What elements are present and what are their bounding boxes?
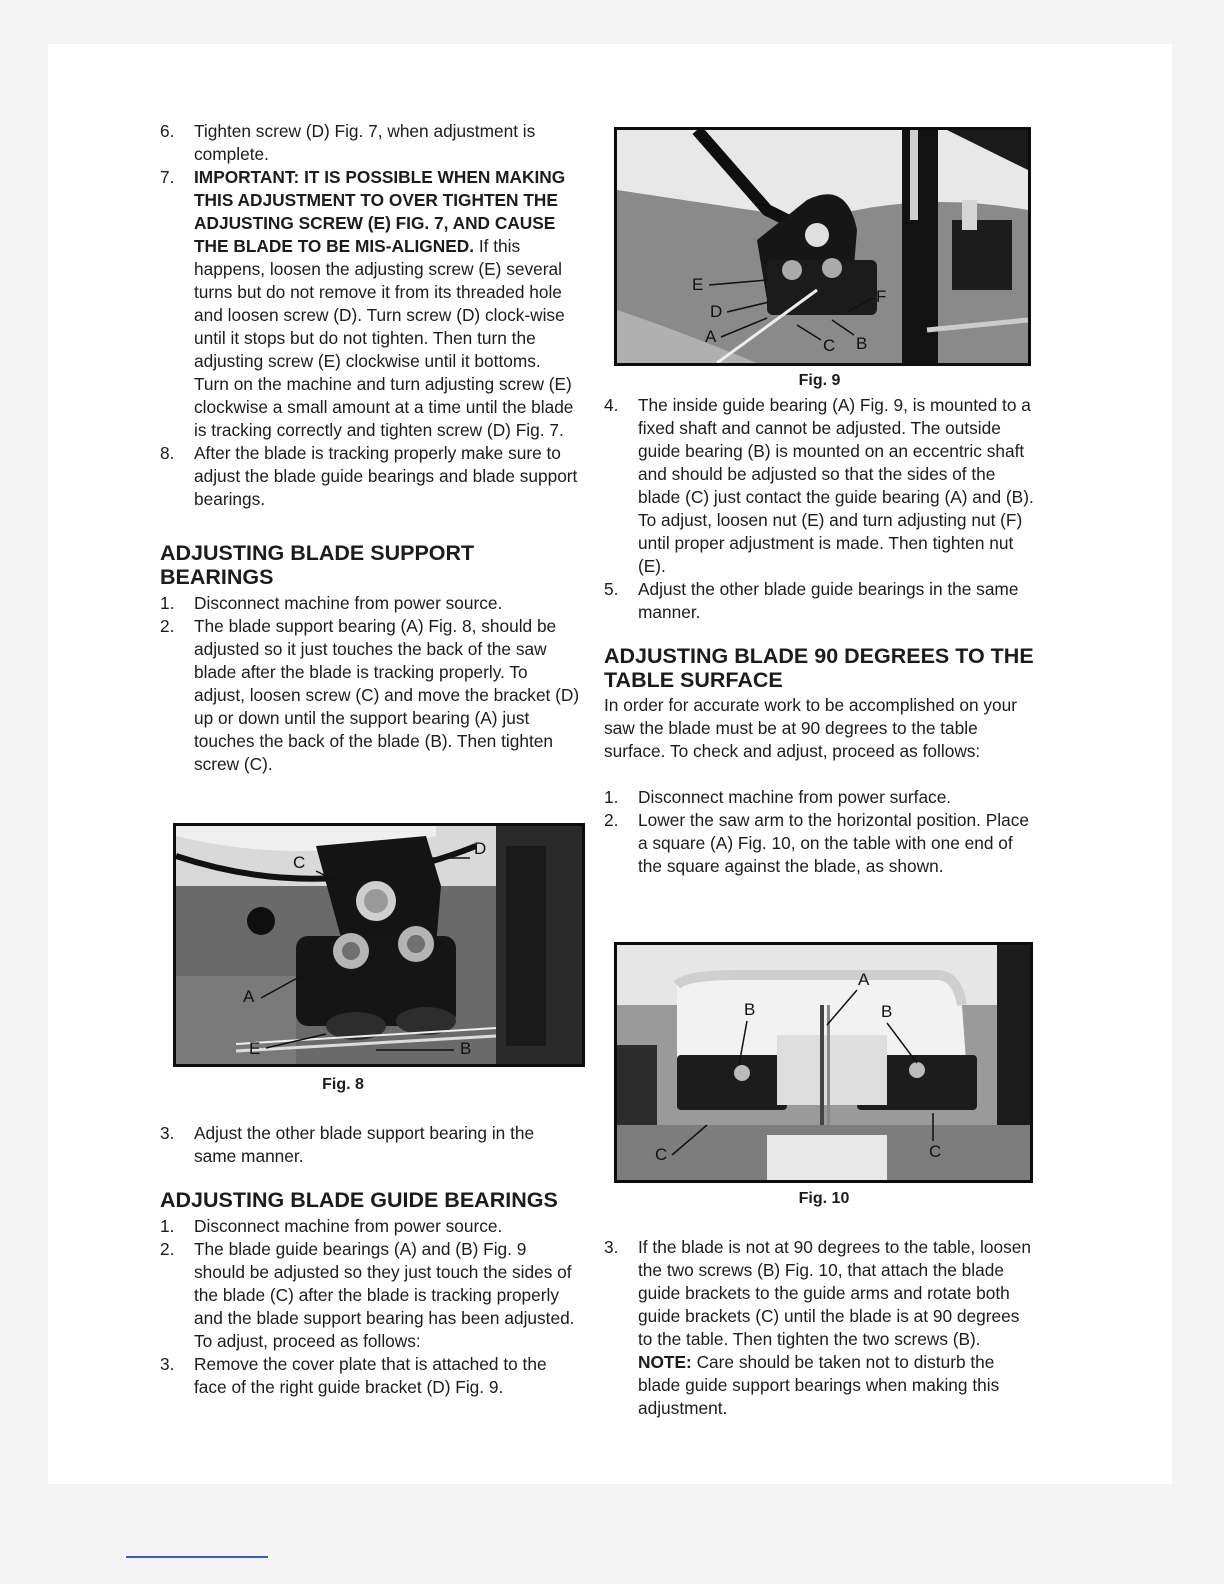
step-text: Remove the cover plate that is attached to the face of the right guide bracket (D) Fig. 9. bbox=[194, 1354, 547, 1397]
fig10-caption: Fig. 10 bbox=[798, 1190, 850, 1207]
note-label: NOTE: bbox=[638, 1352, 692, 1372]
fig8-photo bbox=[173, 823, 585, 1067]
fig10-label-c-right: C bbox=[929, 1142, 942, 1161]
step-text: If the blade is not at 90 degrees to the table, loosen the two screws (B) Fig. 10, that attach the blade guide brackets to the guide arms and rotate both guide brackets (C) until the blade is at 90 degrees to the table. Then tighten the two screws (B). bbox=[638, 1237, 1031, 1349]
step-number: 3. bbox=[604, 1237, 619, 1257]
angle-heading: ADJUSTING BLADE 90 DEGREES TO THE TABLE SURFACE bbox=[604, 644, 1034, 692]
list-item bbox=[160, 1238, 580, 1353]
step-text: Disconnect machine from power surface. bbox=[638, 787, 952, 807]
fig10-photo bbox=[614, 942, 1033, 1183]
step-number: 1. bbox=[160, 593, 175, 613]
step-text: Disconnect machine from power source. bbox=[194, 593, 503, 613]
list-item bbox=[160, 1215, 580, 1238]
important-warning: IMPORTANT: IT IS POSSIBLE WHEN MAKING THIS ADJUSTMENT TO OVER TIGHTEN THE ADJUSTING SCREW (E) FIG. 7, AND CAUSE THE BLADE TO BE MIS-ALIGNED. bbox=[194, 167, 566, 256]
step-number: 1. bbox=[604, 787, 619, 807]
fig10-label-b-left: B bbox=[744, 1000, 756, 1019]
fig8-label-b: B bbox=[460, 1039, 472, 1058]
right-column-lower bbox=[604, 1236, 1034, 1420]
step-number: 1. bbox=[160, 1216, 175, 1236]
step-text: Disconnect machine from power source. bbox=[194, 1216, 503, 1236]
step-text: The blade support bearing (A) Fig. 8, should be adjusted so it just touches the back of the saw blade after the blade is tracking properly. To adjust, loosen screw (C) and move the bracket (D) up or down until the support bearing (A) just touches the back of the blade (B). Then tighten screw (C). bbox=[194, 616, 580, 774]
guide-steps-cont-list bbox=[604, 394, 1034, 624]
fig8-caption: Fig. 8 bbox=[322, 1076, 364, 1093]
step-text: The inside guide bearing (A) Fig. 9, is mounted to a fixed shaft and cannot be adjusted. The outside guide bearing (B) is mounted on an eccentric shaft and should be adjusted so that the sides of the blade (C) just contact the guide bearing (A) and (B). To adjust, loosen nut (E) and turn adjusting nut (F) until proper adjustment is made. Then tighten nut (E). bbox=[638, 395, 1034, 576]
list-item bbox=[604, 1236, 1034, 1420]
support-step3-list bbox=[160, 1122, 580, 1168]
fig9-label-b: B bbox=[856, 334, 868, 353]
support-bearings-heading: ADJUSTING BLADE SUPPORT BEARINGS bbox=[160, 541, 475, 589]
step-text: If this happens, loosen the adjusting screw (E) several turns but do not remove it from its threaded hole and loosen screw (D). Turn screw (D) clock-wise until it stops but do not tighten. Then turn the adjusting screw (E) clockwise until it bottoms. Turn on the machine and turn adjusting screw (E) clockwise a small amount at a time until the blade is tracking correctly and tighten screw (D) Fig. 7. bbox=[194, 236, 574, 440]
guide-bearings-heading: ADJUSTING BLADE GUIDE BEARINGS bbox=[160, 1188, 558, 1212]
fig8-label-d: D bbox=[474, 839, 487, 858]
fig10-illustration bbox=[617, 945, 1030, 1180]
support-steps-list bbox=[160, 592, 580, 776]
angle-intro: In order for accurate work to be accomplished on your saw the blade must be at 90 degrees to the table surface. To check and adjust, proceed as follows: bbox=[604, 695, 1018, 761]
list-item bbox=[160, 120, 580, 166]
list-item bbox=[604, 578, 1034, 624]
fig8-label-e: E bbox=[249, 1039, 261, 1058]
step-number: 3. bbox=[160, 1123, 175, 1143]
left-column bbox=[160, 120, 580, 776]
list-item bbox=[160, 442, 580, 511]
fig9-caption: Fig. 9 bbox=[798, 372, 841, 389]
step-number: 5. bbox=[604, 579, 619, 599]
list-item bbox=[604, 394, 1034, 578]
step-number: 2. bbox=[160, 616, 175, 636]
step-text-note: Care should be taken not to disturb the blade guide support bearings when making this adjustment. bbox=[638, 1352, 1000, 1418]
fig9-label-d: D bbox=[710, 302, 723, 321]
right-column-upper bbox=[604, 394, 1034, 878]
tracking-steps-list bbox=[160, 120, 580, 511]
fig9-label-a: A bbox=[705, 327, 717, 346]
list-item bbox=[160, 1122, 580, 1168]
fig9-label-e: E bbox=[692, 275, 704, 294]
fig10-label-b-right: B bbox=[881, 1002, 893, 1021]
list-item bbox=[160, 592, 580, 615]
fig10-label-a: A bbox=[858, 970, 870, 989]
step-number: 8. bbox=[160, 443, 175, 463]
fig8-label-a: A bbox=[243, 987, 255, 1006]
list-item bbox=[160, 615, 580, 776]
angle-step3-list bbox=[604, 1236, 1034, 1420]
fig9-label-c: C bbox=[823, 336, 836, 355]
fig9-illustration bbox=[617, 130, 1028, 363]
step-number: 2. bbox=[160, 1239, 175, 1259]
step-number: 3. bbox=[160, 1354, 175, 1374]
angle-steps-list bbox=[604, 786, 1034, 878]
step-number: 4. bbox=[604, 395, 619, 415]
list-item bbox=[604, 786, 1034, 809]
step-text: Adjust the other blade support bearing in the same manner. bbox=[194, 1123, 535, 1166]
step-text: Lower the saw arm to the horizontal position. Place a square (A) Fig. 10, on the table with one end of the square against the blade, as shown. bbox=[638, 810, 1029, 876]
fig9-label-f: F bbox=[876, 287, 887, 306]
step-text: The blade guide bearings (A) and (B) Fig. 9 should be adjusted so they just touch the sides of the blade (C) after the blade is tracking properly and the blade support bearing has been adjusted. To adjust, proceed as follows: bbox=[194, 1239, 575, 1351]
fig8-label-c: C bbox=[293, 853, 306, 872]
fig9-photo bbox=[614, 127, 1031, 366]
step-text: Adjust the other blade guide bearings in the same manner. bbox=[638, 579, 1019, 622]
step-number: 6. bbox=[160, 121, 175, 141]
step-number: 7. bbox=[160, 167, 175, 187]
fig8-illustration bbox=[176, 826, 582, 1064]
step-text: After the blade is tracking properly make sure to adjust the blade guide bearings and blade support bearings. bbox=[194, 443, 578, 509]
guide-steps-list bbox=[160, 1215, 580, 1399]
step-text: Tighten screw (D) Fig. 7, when adjustment is complete. bbox=[194, 121, 536, 164]
list-item bbox=[160, 1353, 580, 1399]
step-number: 2. bbox=[604, 810, 619, 830]
list-item bbox=[604, 809, 1034, 878]
list-item bbox=[160, 166, 580, 442]
fig10-label-c-left: C bbox=[655, 1145, 668, 1164]
left-column-lower bbox=[160, 1122, 580, 1399]
footer-rule bbox=[126, 1556, 268, 1558]
